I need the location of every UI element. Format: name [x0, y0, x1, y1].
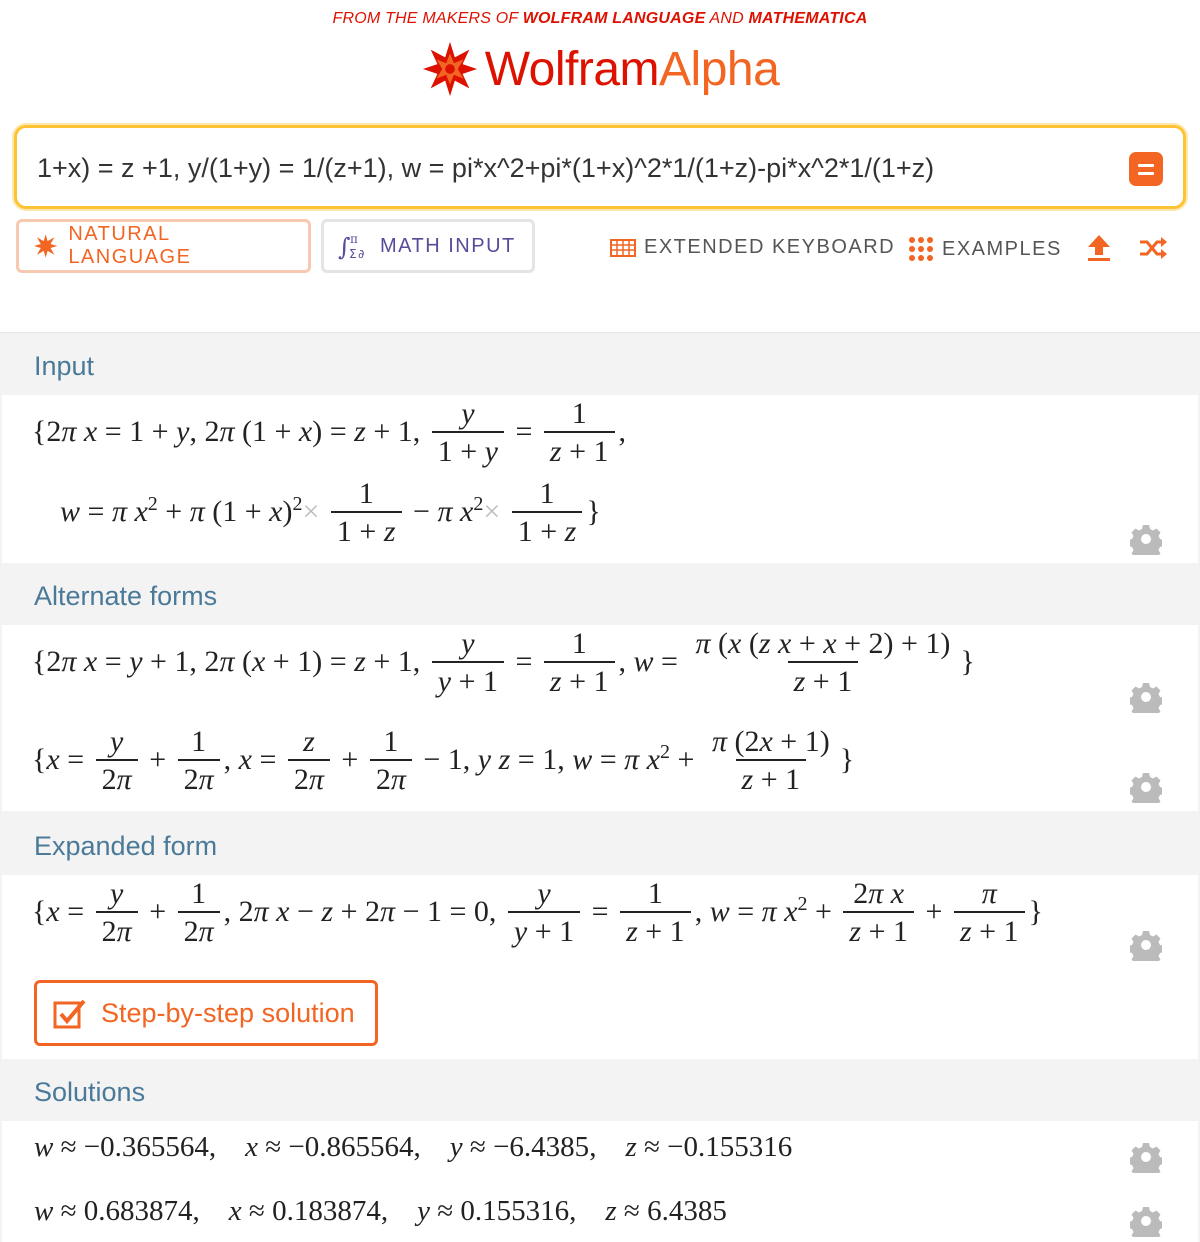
solution-row-2: w ≈ 0.683874, x ≈ 0.183874, y ≈ 0.155316, z ≈ 6.4385 — [34, 1195, 727, 1227]
search-input[interactable]: 1+x) = z +1, y/(1+y) = 1/(z+1), w = pi*x^2+pi*(1+x)^2*1/(1+z)-pi*x^2*1/(1+z) — [37, 153, 935, 183]
natural-language-label: NATURAL LANGUAGE — [68, 223, 192, 268]
extended-keyboard-label: EXTENDED KEYBOARD — [644, 236, 896, 258]
pod-title-expanded-form: Expanded form — [34, 831, 218, 861]
gear-icon[interactable] — [1130, 929, 1162, 961]
alternate-form-2: {x = $\frac{y}{2\pi}$ + $\frac{1}{2\pi}$ , x = $\frac{z}{2\pi}$ + $\frac{1}{2\pi}$ − 1, y z = 1, w = π $x^2$ + $\frac{\pi (2x + 1)}{z + 1}$ } — [32, 725, 854, 799]
gear-icon[interactable] — [1130, 523, 1162, 555]
pod-title-solutions: Solutions — [34, 1077, 146, 1107]
svg-text:Σ∂: Σ∂ — [349, 247, 366, 261]
gear-icon[interactable] — [1130, 1141, 1162, 1173]
random-button[interactable] — [1138, 234, 1168, 267]
step-by-step-label: Step-by-step solution — [101, 997, 355, 1028]
upload-icon — [1086, 234, 1112, 262]
input-expression-line-2: w = π $x^2 + \pi$ $(1 + x)^2\times$ $\frac{1}{1 + z}$ − π $x^2\times$ $\frac{1}{1 + z}$ } — [60, 477, 601, 551]
search-box[interactable] — [14, 125, 1186, 209]
math-input-button[interactable] — [321, 219, 535, 273]
keyboard-icon — [610, 239, 636, 257]
gear-icon[interactable] — [1130, 771, 1162, 803]
pod-solutions — [2, 1121, 1198, 1242]
input-expression-line-1: {2π x = 1 + y, 2π (1 + x) = z + 1, $\frac{y}{1 + y}$ = $\frac{1}{z + 1}$ , — [32, 397, 626, 471]
grid-dots-icon — [908, 236, 934, 262]
extended-keyboard-button[interactable] — [610, 236, 895, 259]
checkbox-checked-icon — [53, 997, 87, 1029]
logo-text: WolframAlpha — [484, 42, 780, 96]
examples-label: EXAMPLES — [942, 237, 1062, 260]
pod-title-input: Input — [34, 351, 95, 381]
math-input-label: MATH INPUT — [380, 234, 516, 257]
svg-text:π: π — [350, 232, 360, 246]
tagline: FROM THE MAKERS OF WOLFRAM LANGUAGE AND MATHEMATICA — [332, 10, 868, 27]
examples-button[interactable] — [908, 236, 1062, 262]
natural-language-button[interactable] — [16, 219, 311, 273]
wolfram-alpha-logo[interactable] — [0, 40, 1200, 98]
alternate-form-1: {2π x = y + 1, 2π (x + 1) = z + 1, $\frac{y}{y + 1}$ = $\frac{1}{z + 1}$ , w = $\frac{\text{π (x (z x + x + 2) + 1)}}{z + 1}$ } — [32, 627, 975, 701]
svg-text:∫: ∫ — [338, 233, 353, 261]
compute-button[interactable] — [1129, 152, 1163, 186]
pod-title-alternate-forms: Alternate forms — [34, 581, 218, 611]
expanded-form-expression: {x = $\frac{y}{2\pi}$ + $\frac{1}{2\pi}$ , 2π x − z + 2π − 1 = 0, $\frac{y}{y + 1}$ = $\frac{1}{z + 1}$ , w = π $x^2$ + $\frac{\text{2π x}}{z + 1}$ + $\frac{\pi}{z + 1}$ } — [32, 877, 1043, 951]
math-symbols-icon — [338, 231, 370, 261]
results-area — [0, 332, 1200, 1242]
pod-alternate-forms — [2, 625, 1198, 811]
wolfram-spikey-icon — [421, 40, 479, 98]
solution-row-1: w ≈ −0.365564, x ≈ −0.865564, y ≈ −6.4385, z ≈ −0.155316 — [34, 1131, 793, 1163]
shuffle-icon — [1138, 234, 1168, 262]
step-by-step-button[interactable] — [34, 980, 378, 1046]
spikey-small-icon — [33, 233, 58, 259]
pod-input — [2, 395, 1198, 563]
upload-button[interactable] — [1086, 234, 1112, 267]
gear-icon[interactable] — [1130, 1205, 1162, 1237]
gear-icon[interactable] — [1130, 681, 1162, 713]
